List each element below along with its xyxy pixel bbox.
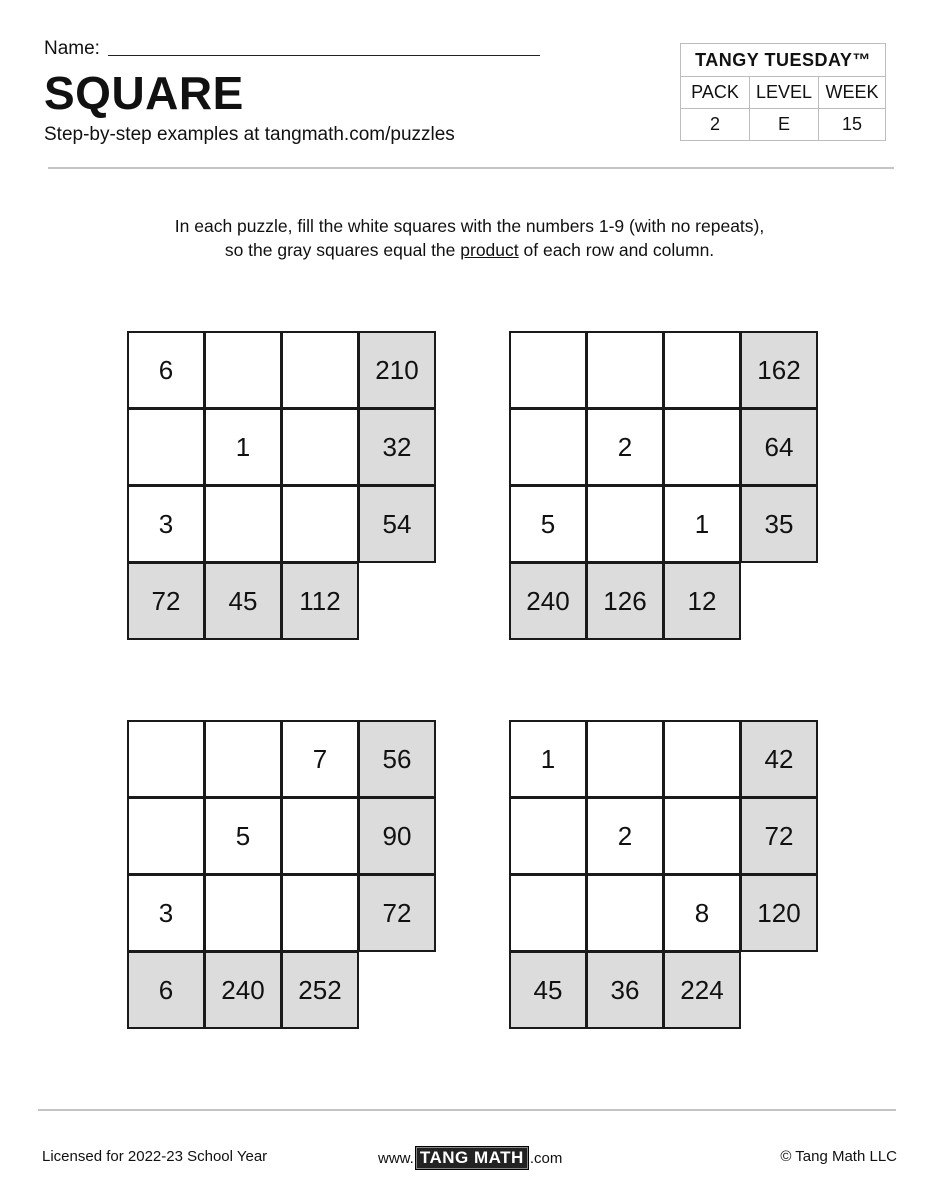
blank-cell[interactable] <box>509 408 587 486</box>
blank-cell[interactable] <box>663 720 741 798</box>
blank-cell[interactable] <box>586 720 664 798</box>
blank-cell[interactable] <box>663 331 741 409</box>
info-col-level: LEVEL <box>750 77 819 109</box>
column-product-cell: 12 <box>663 562 741 640</box>
info-box-title: TANGY TUESDAY™ <box>681 44 886 77</box>
column-product-cell: 240 <box>204 951 282 1029</box>
puzzle-2 <box>509 331 817 645</box>
instructions-line-2 <box>0 238 939 262</box>
blank-cell[interactable] <box>281 874 359 952</box>
instructions-product-word: product <box>460 240 519 260</box>
given-cell: 1 <box>204 408 282 486</box>
license-text: Licensed for 2022-23 School Year <box>42 1148 268 1165</box>
website-prefix: www. <box>378 1149 414 1167</box>
blank-cell[interactable] <box>509 797 587 875</box>
column-product-cell: 45 <box>509 951 587 1029</box>
row-product-cell: 162 <box>740 331 818 409</box>
column-product-cell: 6 <box>127 951 205 1029</box>
row-product-cell: 64 <box>740 408 818 486</box>
info-col-pack: PACK <box>681 77 750 109</box>
given-cell: 6 <box>127 331 205 409</box>
page-title: SQUARE <box>44 67 244 119</box>
row-product-cell: 56 <box>358 720 436 798</box>
copyright-text: © Tang Math LLC <box>780 1148 897 1165</box>
blank-cell[interactable] <box>204 331 282 409</box>
website-link[interactable] <box>378 1146 562 1170</box>
name-line[interactable] <box>108 55 540 56</box>
blank-cell[interactable] <box>127 797 205 875</box>
given-cell: 1 <box>663 485 741 563</box>
given-cell: 2 <box>586 408 664 486</box>
header-divider <box>48 167 894 169</box>
instructions-line-2-start: so the gray squares equal the <box>224 240 461 260</box>
info-box <box>680 43 886 141</box>
row-product-cell: 42 <box>740 720 818 798</box>
blank-cell[interactable] <box>204 720 282 798</box>
info-value-pack: 2 <box>681 109 750 141</box>
footer-divider <box>38 1109 896 1111</box>
column-product-cell: 224 <box>663 951 741 1029</box>
given-cell: 3 <box>127 485 205 563</box>
column-product-cell: 126 <box>586 562 664 640</box>
blank-cell[interactable] <box>509 331 587 409</box>
blank-cell[interactable] <box>127 408 205 486</box>
blank-cell[interactable] <box>204 485 282 563</box>
row-product-cell: 35 <box>740 485 818 563</box>
instructions-line-1: In each puzzle, fill the white squares with the numbers 1-9 (with no repeats), <box>174 216 765 236</box>
blank-cell[interactable] <box>204 874 282 952</box>
column-product-cell: 252 <box>281 951 359 1029</box>
given-cell: 7 <box>281 720 359 798</box>
column-product-cell: 45 <box>204 562 282 640</box>
blank-cell[interactable] <box>281 485 359 563</box>
column-product-cell: 72 <box>127 562 205 640</box>
row-product-cell: 72 <box>740 797 818 875</box>
blank-cell[interactable] <box>663 408 741 486</box>
column-product-cell: 112 <box>281 562 359 640</box>
row-product-cell: 90 <box>358 797 436 875</box>
blank-cell[interactable] <box>586 874 664 952</box>
blank-cell[interactable] <box>281 797 359 875</box>
blank-cell[interactable] <box>127 720 205 798</box>
blank-cell[interactable] <box>586 331 664 409</box>
column-product-cell: 36 <box>586 951 664 1029</box>
column-product-cell: 240 <box>509 562 587 640</box>
website-suffix: .com <box>529 1149 563 1167</box>
subtitle: Step-by-step examples at tangmath.com/puzzles <box>44 124 455 145</box>
row-product-cell: 32 <box>358 408 436 486</box>
row-product-cell: 54 <box>358 485 436 563</box>
row-product-cell: 72 <box>358 874 436 952</box>
blank-cell[interactable] <box>586 485 664 563</box>
blank-cell[interactable] <box>509 874 587 952</box>
name-label: Name: <box>44 38 100 59</box>
puzzle-1 <box>127 331 435 645</box>
blank-cell[interactable] <box>281 408 359 486</box>
given-cell: 1 <box>509 720 587 798</box>
given-cell: 5 <box>204 797 282 875</box>
puzzle-3 <box>127 720 435 1034</box>
given-cell: 5 <box>509 485 587 563</box>
given-cell: 3 <box>127 874 205 952</box>
info-value-week: 15 <box>819 109 886 141</box>
row-product-cell: 210 <box>358 331 436 409</box>
instructions-line-2-end: of each row and column. <box>518 240 715 260</box>
instructions <box>0 214 939 262</box>
puzzle-4 <box>509 720 817 1034</box>
info-col-week: WEEK <box>819 77 886 109</box>
blank-cell[interactable] <box>663 797 741 875</box>
blank-cell[interactable] <box>281 331 359 409</box>
row-product-cell: 120 <box>740 874 818 952</box>
tang-math-logo: TANG MATH <box>415 1146 529 1170</box>
given-cell: 8 <box>663 874 741 952</box>
info-value-level: E <box>750 109 819 141</box>
given-cell: 2 <box>586 797 664 875</box>
